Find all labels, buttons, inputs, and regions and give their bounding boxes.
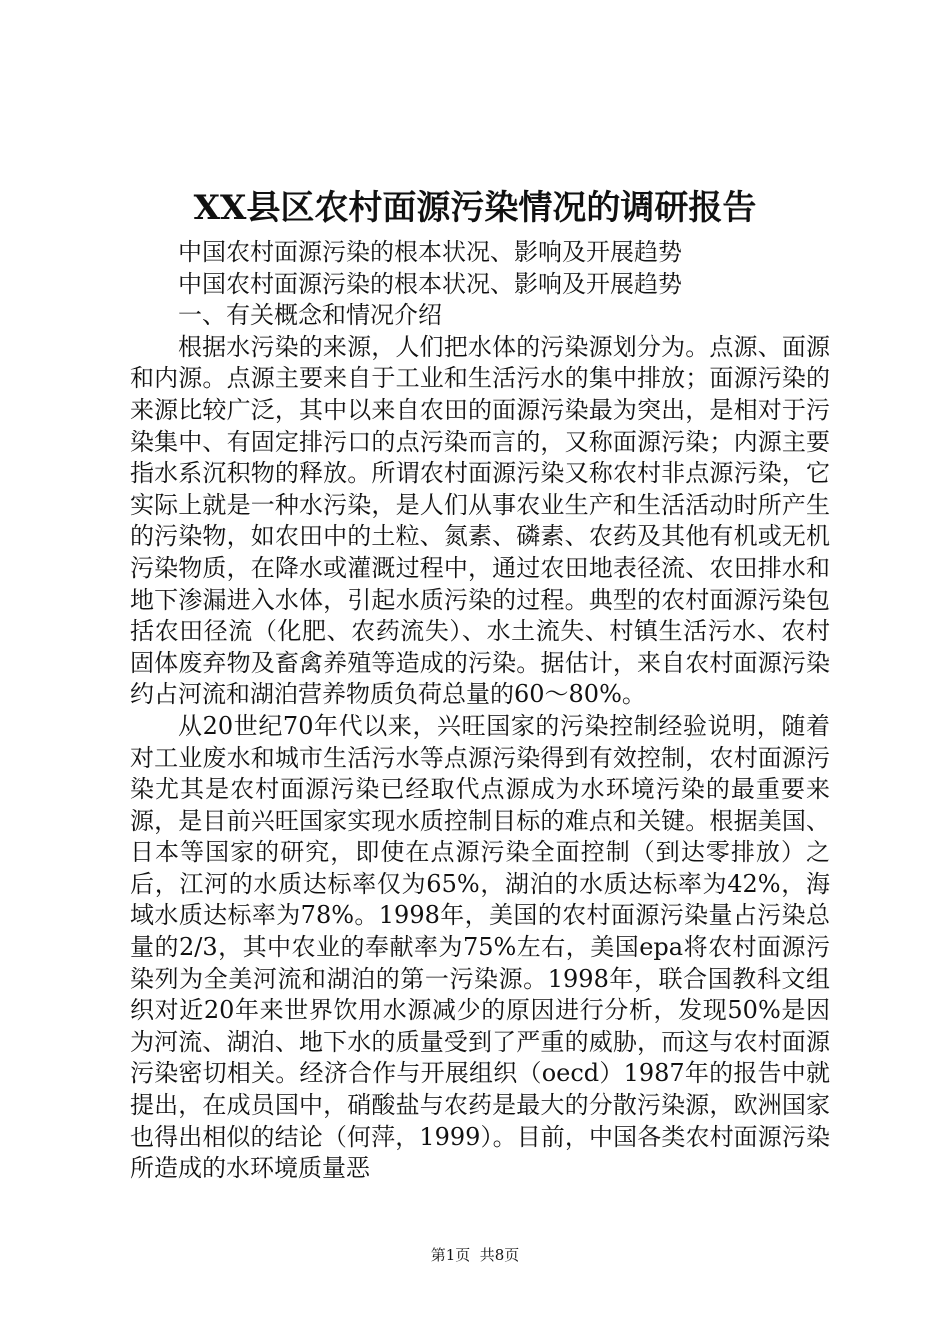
body-paragraph: 从20世纪70年代以来，兴旺国家的污染控制经验说明，随着对工业废水和城市生活污水等点源污染得到有效控制，农村面源污染尤其是农村面源污染已经取代点源成为水环境污染的最重要来源，是目前兴旺国家实现水质控制目标的难点和关键。根据美国、日本等国家的研究，即使在点源污染全面控制（到达零排放）之后，江河的水质达标率仅为65%，湖泊的水质达标率为42%，海域水质达标率为78%。1998年，美国的农村面源污染量占污染总量的2/3，其中农业的奉献率为75%左右，美国epa将农村面源污染列为全美河流和湖泊的第一污染源。1998年，联合国教科文组织对近20年来世界饮用水源减少的原因进行分析，发现50%是因为河流、湖泊、地下水的质量受到了严重的威胁，而这与农村面源污染密切相关。经济合作与开展组织（oecd）1987年的报告中就提出，在成员国中，硝酸盐与农药是最大的分散污染源，欧洲国家也得出相似的结论（何萍，1999）。目前，中国各类农村面源污染所造成的水环境质量恶	[130, 711, 830, 1183]
page-number-footer: 第1页 共8页	[430, 1246, 520, 1264]
subtitle-line: 中国农村面源污染的根本状况、影响及开展趋势	[178, 269, 682, 298]
section-heading: 一、有关概念和情况介绍	[178, 301, 442, 330]
document-body	[130, 237, 830, 1185]
subtitle-line: 中国农村面源污染的根本状况、影响及开展趋势	[178, 238, 682, 266]
document-title: XX县区农村面源污染情况的调研报告	[193, 188, 757, 228]
body-paragraph: 根据水污染的来源，人们把水体的污染源划分为。点源、面源和内源。点源主要来自于工业和生活污水的集中排放；面源污染的来源比较广泛，其中以来自农田的面源污染最为突出，是相对于污染集中、有固定排污口的点污染而言的，又称面源污染；内源主要指水系沉积物的释放。所谓农村面源污染又称农村非点源污染，它实际上就是一种水污染，是人们从事农业生产和生活活动时所产生的污染物，如农田中的土粒、氮素、磷素、农药及其他有机或无机污染物质，在降水或灌溉过程中，通过农田地表径流、农田排水和地下渗漏进入水体，引起水质污染的过程。典型的农村面源污染包括农田径流（化肥、农药流失）、水土流失、村镇生活污水、农村固体废弃物及畜禽养殖等造成的污染。据估计，来自农村面源污染约占河流和湖泊营养物质负荷总量的60～80%。	[130, 332, 830, 709]
